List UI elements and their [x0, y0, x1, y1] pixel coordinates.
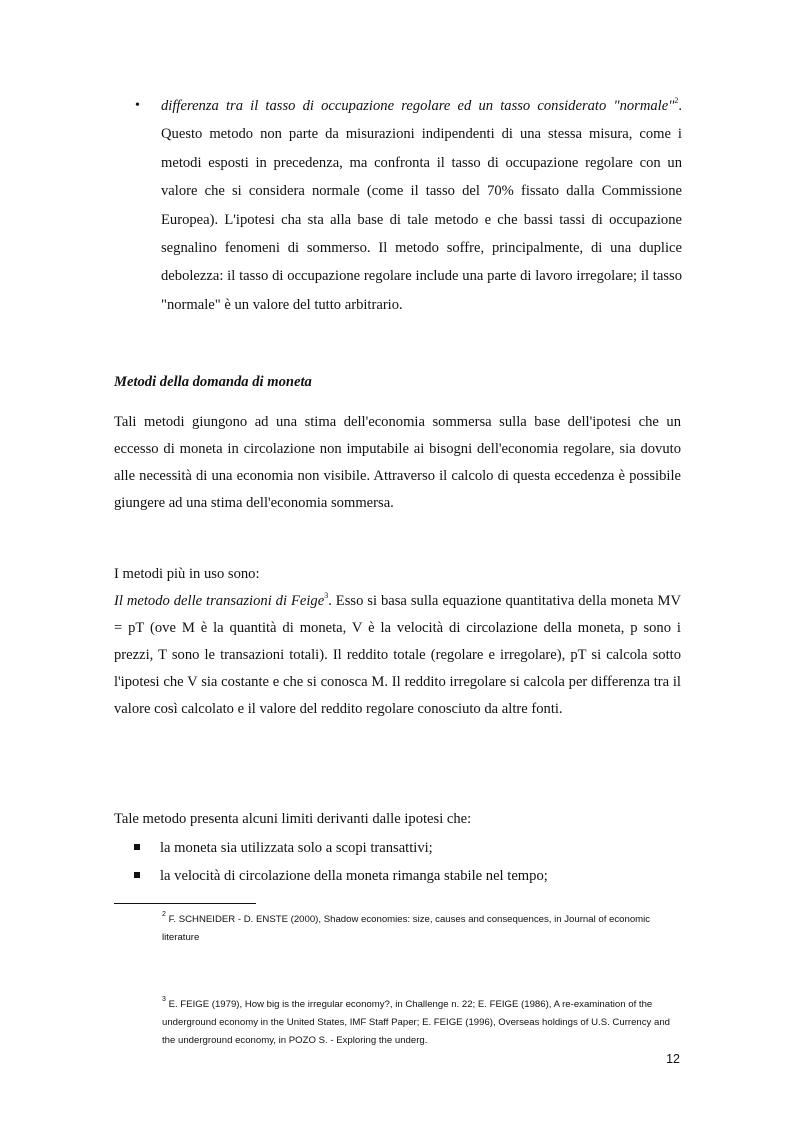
- list-item: [134, 834, 682, 862]
- square-bullet-icon: [134, 844, 140, 850]
- page-number: 12: [666, 1052, 680, 1066]
- bullet-lead-italic: differenza tra il tasso di occupazione regolare ed un tasso considerato "normale": [161, 98, 675, 114]
- feige-method-title: Il metodo delle transazioni di Feige: [114, 593, 325, 609]
- list-item: [134, 862, 682, 890]
- footnote: [162, 996, 682, 1050]
- paragraph-limits-lead: Tale metodo presenta alcuni limiti derivanti dalle ipotesi che:: [114, 811, 472, 827]
- footnote-number: 2: [162, 910, 166, 918]
- limits-list: [134, 834, 682, 890]
- bullet-marker: •: [135, 98, 140, 113]
- section-heading: Metodi della domanda di moneta: [114, 374, 312, 390]
- paragraph-feige-method: [114, 588, 681, 723]
- bullet-body: . Questo metodo non parte da misurazioni indipendenti di una stessa misura, come i metodi esposti in precedenza, ma confronta il tasso di occupazione regolare con un valore che si considera normale (come il tasso del 70% fissato dalla Commissione Europea). L'ipotesi cha sta alla base di tale metodo e che bassi tassi di occupazione segnalino fenomeni di sommerso. Il metodo soffre, principalmente, di una duplice debolezza: il tasso di occupazione regolare include una parte di lavoro irregolare; il tasso "normale" è un valore del tutto arbitrario.: [161, 98, 682, 313]
- bullet-text: [161, 92, 682, 319]
- feige-method-body: . Esso si basa sulla equazione quantitativa della moneta MV = pT (ove M è la quantità di moneta, V è la velocità di circolazione della moneta, p sono i prezzi, T sono le transazioni totali). Il reddito totale (regolare e irregolare), pT si calcola sotto l'ipotesi che V sia costante e che si conosca M. Il reddito irregolare si calcola per differenza tra il valore così calcolato e il valore del reddito regolare conosciuto da altre fonti.: [114, 593, 681, 717]
- footnote-text: F. SCHNEIDER - D. ENSTE (2000), Shadow economies: size, causes and consequences, in Journal of economic literature: [162, 914, 651, 943]
- footnote: [162, 911, 682, 947]
- square-bullet-icon: [134, 872, 140, 878]
- footnote-separator: [114, 903, 256, 904]
- paragraph-intro: Tali metodi giungono ad una stima dell'economia sommersa sulla base dell'ipotesi che un eccesso di moneta in circolazione non imputabile ai bisogni dell'economia regolare, sia dovuto alle necessità di una economia non visibile. Attraverso il calcolo di questa eccedenza è possibile giungere ad una stima dell'economia sommersa.: [114, 414, 681, 511]
- bullet-item: [135, 92, 682, 319]
- footnote-text: E. FEIGE (1979), How big is the irregular economy?, in Challenge n. 22; E. FEIGE (1986), A re-examination of the underground economy in the United States, IMF Staff Paper; E. FEIGE (1996), Overseas holdings of U.S. Currency and the underground economy, in POZO S. - Exploring the underg.: [162, 999, 671, 1046]
- list-item-text: la velocità di circolazione della moneta rimanga stabile nel tempo;: [160, 868, 548, 884]
- list-item-text: la moneta sia utilizzata solo a scopi transattivi;: [160, 840, 433, 856]
- footnote-ref[interactable]: 2: [674, 96, 679, 106]
- footnote-ref[interactable]: 3: [324, 591, 329, 601]
- paragraph-methods-lead: I metodi più in uso sono:: [114, 566, 260, 582]
- footnote-number: 3: [162, 995, 166, 1003]
